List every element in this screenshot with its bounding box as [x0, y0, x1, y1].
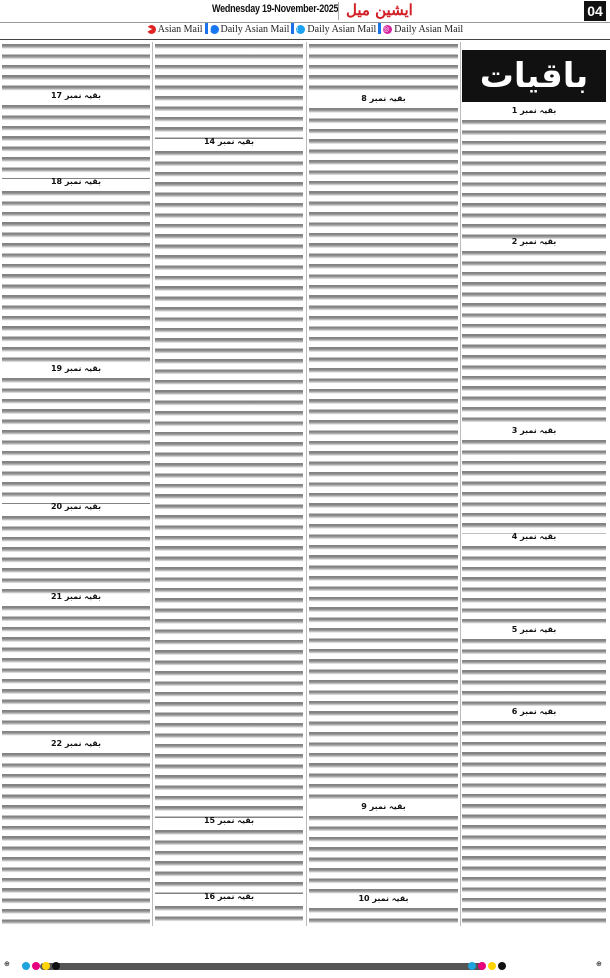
social-links: [0, 23, 610, 40]
article-text: [2, 753, 150, 926]
social-label: Daily Asian Mail: [394, 24, 464, 35]
article-text: [2, 105, 150, 179]
continuation-heading: بقیہ نمبر 18: [50, 177, 102, 186]
continuation-heading: بقیہ نمبر 8: [361, 94, 406, 103]
article-text: [462, 120, 606, 239]
social-link[interactable]: [296, 24, 376, 35]
article-text: [462, 251, 606, 428]
continuation-heading: بقیہ نمبر 10: [358, 894, 409, 903]
continuation-heading: بقیہ نمبر 17: [50, 91, 102, 100]
continuation-heading: بقیہ نمبر 9: [361, 802, 406, 811]
twitter-icon: t: [296, 25, 305, 34]
registration-bar: [40, 963, 485, 970]
page-number: 04: [584, 1, 606, 21]
continuation-heading: بقیہ نمبر 1: [511, 106, 557, 115]
social-link[interactable]: [147, 24, 203, 35]
article-text: [155, 830, 303, 894]
continuation-heading: بقیہ نمبر 19: [50, 364, 102, 373]
article-text: [155, 151, 303, 818]
divider: [338, 2, 339, 20]
column-divider: [460, 42, 461, 926]
continuation-heading: بقیہ نمبر 3: [511, 426, 557, 435]
social-label: Asian Mail: [157, 24, 203, 35]
article-text: [2, 516, 150, 594]
newspaper-logo: ایشین میل: [346, 1, 413, 19]
divider: [291, 23, 294, 34]
youtube-icon: ▶: [147, 25, 156, 34]
article-text: [155, 44, 303, 139]
article-text: [309, 908, 458, 926]
section-title: باقیات: [462, 50, 606, 102]
article-text: [2, 191, 150, 366]
color-registration-dot: [478, 962, 486, 970]
continuation-heading: بقیہ نمبر 20: [50, 502, 102, 511]
social-link[interactable]: [210, 24, 290, 35]
article-text: [155, 906, 303, 926]
column-divider: [306, 42, 307, 926]
masthead: [0, 0, 610, 23]
color-registration-dot: [52, 962, 60, 970]
article-column: [155, 42, 303, 926]
article-column: [2, 42, 150, 926]
color-registration-dot: [488, 962, 496, 970]
issue-date: Wednesday 19-November-2025: [212, 3, 339, 15]
continuation-heading: بقیہ نمبر 6: [511, 707, 557, 716]
article-text: [2, 606, 150, 741]
social-link[interactable]: [383, 24, 463, 35]
article-text: [462, 639, 606, 709]
social-label: Daily Asian Mail: [220, 24, 290, 35]
continuation-heading: بقیہ نمبر 21: [50, 592, 102, 601]
article-text: [309, 108, 458, 804]
article-text: [462, 721, 606, 926]
color-registration-dot: [498, 962, 506, 970]
article-column: [462, 42, 606, 926]
article-text: [462, 440, 606, 534]
continuation-heading: بقیہ نمبر 16: [203, 892, 255, 901]
instagram-icon: ◎: [383, 25, 392, 34]
continuation-heading: بقیہ نمبر 2: [511, 237, 557, 246]
article-text: [309, 44, 458, 96]
color-registration-dot: [22, 962, 30, 970]
column-divider: [152, 42, 153, 926]
article-text: [309, 816, 458, 896]
color-registration-dot: [468, 962, 476, 970]
article-text: [2, 378, 150, 504]
crop-mark-icon: ⊕: [596, 961, 602, 968]
facebook-icon: f: [210, 25, 219, 34]
continuation-heading: بقیہ نمبر 22: [50, 739, 102, 748]
article-column: [309, 42, 458, 926]
divider: [205, 23, 208, 34]
continuation-heading: بقیہ نمبر 4: [511, 532, 557, 541]
social-label: Daily Asian Mail: [307, 24, 377, 35]
color-registration-dot: [32, 962, 40, 970]
continuation-heading: بقیہ نمبر 5: [511, 625, 557, 634]
divider: [378, 23, 381, 34]
color-registration-dot: [42, 962, 50, 970]
crop-mark-icon: ⊕: [4, 961, 10, 968]
continuation-heading: بقیہ نمبر 15: [203, 816, 255, 825]
article-text: [462, 546, 606, 627]
continuation-heading: بقیہ نمبر 14: [203, 137, 255, 146]
article-text: [2, 44, 150, 93]
